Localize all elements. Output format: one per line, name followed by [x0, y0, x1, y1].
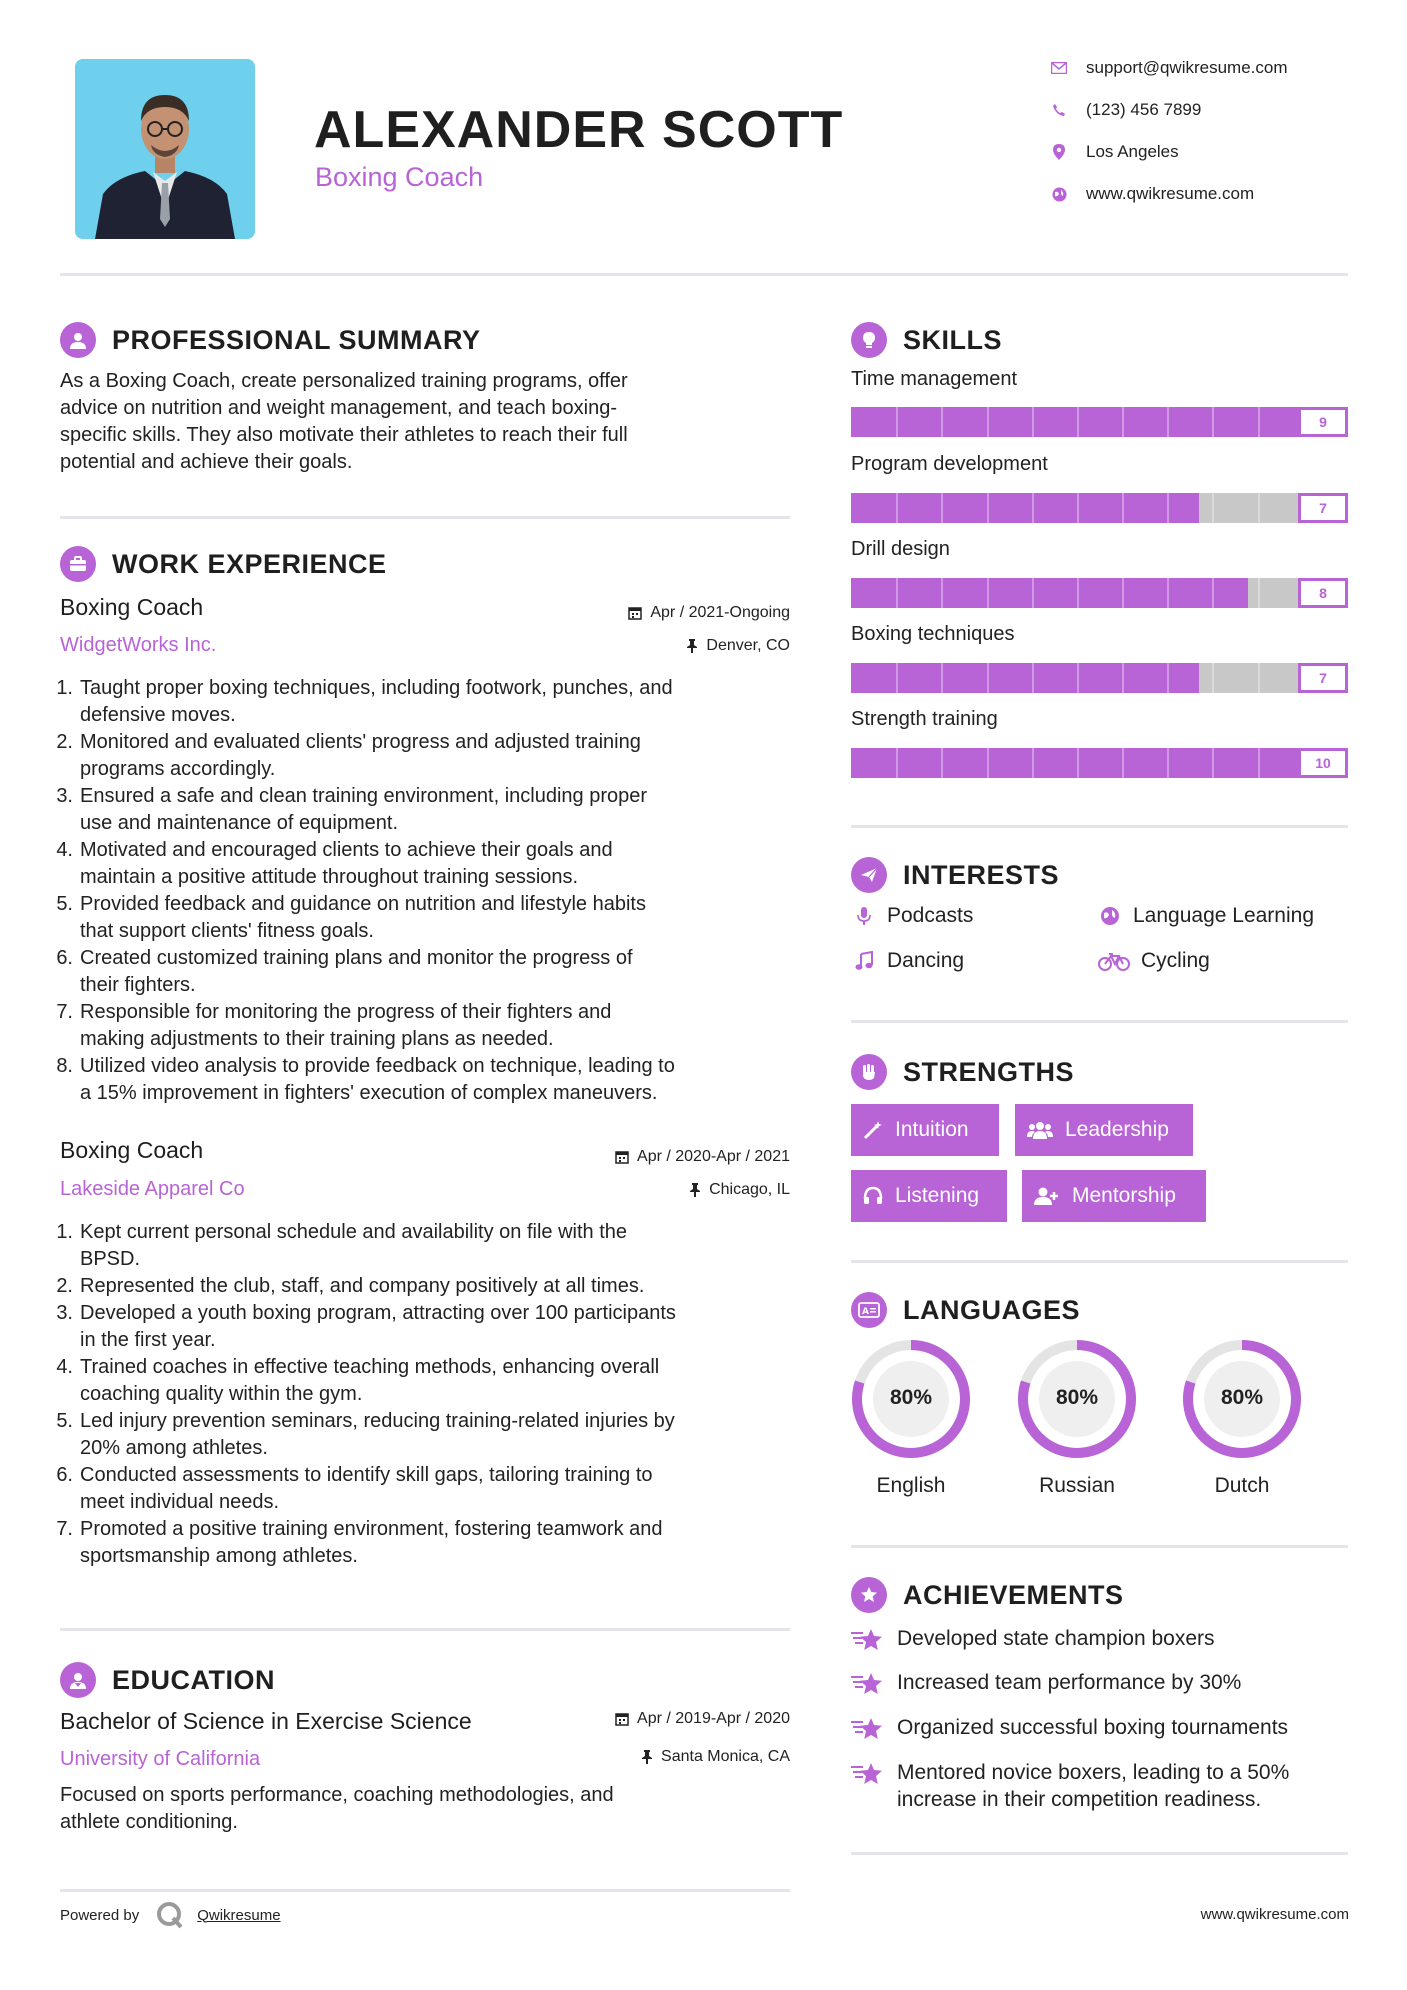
achievements-title: ACHIEVEMENTS: [903, 1579, 1124, 1610]
skill-bar-segment: [1122, 407, 1124, 437]
skill-bar-segment: [896, 663, 898, 693]
item-number: 1.: [56, 1221, 73, 1243]
shooting-star-icon: [851, 1625, 885, 1658]
graduation-icon: [60, 1662, 96, 1698]
skills-title: SKILLS: [903, 324, 1003, 355]
strength-badge: [851, 1104, 999, 1156]
strength-badge: [851, 1170, 1007, 1222]
language-percent: 80%: [1055, 1386, 1099, 1409]
item-number: 2.: [56, 731, 73, 753]
education-dates: [615, 1710, 790, 1728]
item-text: [80, 1462, 653, 1516]
contact-website[interactable]: [1048, 184, 1348, 204]
skill-bar-segment: [1258, 663, 1260, 693]
interest-label: Dancing: [887, 949, 965, 972]
item-line: their fighters.: [80, 974, 196, 996]
footer-website[interactable]: www.qwikresume.com: [1200, 1906, 1349, 1923]
summary-divider: [60, 516, 790, 519]
item-text: [80, 729, 641, 783]
skill-bar-segment: [1212, 748, 1214, 778]
skill-bar: [851, 407, 1348, 437]
item-text: [80, 1219, 627, 1273]
summary-line: potential and achieve their goals.: [60, 451, 353, 473]
job-title: Boxing Coach: [60, 1137, 204, 1163]
item-text: [80, 837, 613, 891]
skill-bar-fill: [851, 578, 1248, 608]
skill-name: Strength training: [851, 708, 998, 730]
achievement-line: Organized successful boxing tournaments: [897, 1716, 1289, 1739]
skill-bar-segment: [1167, 748, 1169, 778]
item-text: [80, 783, 647, 837]
shooting-star-icon: [851, 1669, 885, 1702]
shooting-star-icon: [851, 1759, 885, 1813]
interest-label: Language Learning: [1133, 904, 1315, 927]
skill-bar-segment: [941, 407, 943, 437]
contact-email[interactable]: [1048, 58, 1348, 78]
language-name: Dutch: [1214, 1474, 1270, 1497]
strengths-divider: [851, 1260, 1348, 1263]
responsibility-item: [56, 891, 805, 945]
svg-text:A: A: [862, 1307, 870, 1317]
interest-item: [851, 949, 964, 973]
item-text: [80, 945, 633, 999]
responsibility-item: [56, 1053, 805, 1107]
calendar-icon: [615, 1712, 629, 1726]
music-note-icon: [851, 951, 877, 971]
languages-heading: [851, 1292, 1080, 1328]
item-number: 1.: [56, 677, 73, 699]
achievement-line: Increased team performance by 30%: [897, 1671, 1242, 1694]
pin-icon: [641, 1750, 653, 1764]
responsibility-item: [56, 1408, 805, 1462]
job-location: [686, 637, 790, 655]
item-line: Provided feedback and guidance on nutrition and lifestyle habits: [80, 893, 646, 915]
job-dates: [628, 604, 790, 622]
item-text: [80, 1354, 659, 1408]
skill-bar-segment: [1167, 407, 1169, 437]
education-line: athlete conditioning.: [60, 1811, 238, 1833]
achievement-line: Mentored novice boxers, leading to a 50%: [897, 1761, 1290, 1784]
skill-bar-fill: [851, 663, 1199, 693]
skill-bar: [851, 748, 1348, 778]
item-line: in the first year.: [80, 1329, 216, 1351]
item-line: use and maintenance of equipment.: [80, 812, 398, 834]
item-number: 6.: [56, 947, 73, 969]
user-plus-icon: [1034, 1186, 1060, 1206]
achievement-text: [897, 1714, 1288, 1747]
skill-bar-segment: [987, 407, 989, 437]
job-location-text: Chicago, IL: [709, 1181, 790, 1198]
education-location-text: Santa Monica, CA: [661, 1748, 790, 1765]
skill-bar-segment: [1258, 578, 1260, 608]
skill-bar-segment: [941, 748, 943, 778]
skill-bar-segment: [1032, 748, 1034, 778]
skill-bar-segment: [1032, 578, 1034, 608]
languages-divider: [851, 1545, 1348, 1548]
education-heading: [60, 1662, 275, 1698]
phone-icon: [1048, 103, 1070, 117]
contact-email-text: support@qwikresume.com: [1086, 58, 1288, 77]
achievements-divider: [851, 1852, 1348, 1855]
interests-divider: [851, 1020, 1348, 1023]
item-line: sportsmanship among athletes.: [80, 1545, 358, 1567]
skill-bar-segment: [1032, 663, 1034, 693]
achievement-line: Developed state champion boxers: [897, 1627, 1215, 1650]
candidate-name: ALEXANDER SCOTT: [314, 101, 844, 159]
item-text: [80, 1408, 675, 1462]
interest-item: [1097, 904, 1314, 928]
item-line: Ensured a safe and clean training environment, including proper: [80, 785, 648, 807]
summary-heading: [60, 322, 481, 358]
skill-score: 9: [1298, 407, 1348, 437]
interest-item: [851, 904, 973, 928]
powered-by-text: Powered by: [60, 1906, 140, 1924]
skill-score: 10: [1298, 748, 1348, 778]
skill-bar-segment: [1122, 748, 1124, 778]
qwikresume-link[interactable]: Qwikresume: [197, 1906, 281, 1924]
skill-name: Drill design: [851, 538, 950, 560]
achievements-heading: [851, 1577, 1124, 1613]
item-text: [80, 1273, 644, 1300]
achievement-text: [897, 1759, 1289, 1813]
language-percent: 80%: [1220, 1386, 1264, 1409]
responsibility-item: [56, 837, 805, 891]
item-line: Trained coaches in effective teaching methods, enhancing overall: [80, 1356, 660, 1378]
summary-title: PROFESSIONAL SUMMARY: [112, 324, 481, 355]
education-line: Focused on sports performance, coaching methodologies, and: [60, 1784, 614, 1806]
skill-bar-segment: [987, 578, 989, 608]
summary-line: specific skills. They also motivate their athletes to reach their full: [60, 424, 628, 446]
experience-heading: [60, 546, 387, 582]
education-divider: [60, 1889, 790, 1892]
item-number: 5.: [56, 893, 73, 915]
strength-label: Listening: [895, 1184, 980, 1207]
lightbulb-icon: [851, 322, 887, 358]
strengths-heading: [851, 1054, 1074, 1090]
achievement-item: [851, 1759, 1289, 1813]
briefcase-icon: [60, 546, 96, 582]
item-line: 20% among athletes.: [80, 1437, 268, 1459]
achievement-line: increase in their competition readiness.: [897, 1788, 1262, 1811]
skill-bar-segment: [1077, 663, 1079, 693]
education-description: [60, 1782, 800, 1836]
item-line: Conducted assessments to identify skill gaps, tailoring training to: [80, 1464, 653, 1486]
envelope-icon: [1048, 62, 1070, 74]
item-line: meet individual needs.: [80, 1491, 280, 1513]
contact-phone[interactable]: [1048, 100, 1348, 120]
item-text: [80, 999, 611, 1053]
responsibility-item: [56, 783, 805, 837]
award-star-icon: [851, 1577, 887, 1613]
item-number: 3.: [56, 785, 73, 807]
item-line: programs accordingly.: [80, 758, 276, 780]
item-line: that support clients' fitness goals.: [80, 920, 374, 942]
experience-title: WORK EXPERIENCE: [112, 548, 387, 579]
skill-name: Boxing techniques: [851, 623, 1015, 645]
item-line: Kept current personal schedule and availability on file with the: [80, 1221, 627, 1243]
skills-divider: [851, 825, 1348, 828]
skill-bar-segment: [1167, 663, 1169, 693]
contact-website-text: www.qwikresume.com: [1086, 184, 1255, 203]
skill-bar-segment: [896, 578, 898, 608]
summary-text: [60, 368, 800, 476]
skill-bar-segment: [896, 748, 898, 778]
strength-label: Leadership: [1065, 1118, 1169, 1141]
degree-title: Bachelor of Science in Exercise Science: [60, 1708, 472, 1734]
item-line: BPSD.: [80, 1248, 141, 1270]
contact-phone-text: (123) 456 7899: [1086, 100, 1202, 119]
skill-bar-fill: [851, 407, 1298, 437]
skill-bar-segment: [1032, 493, 1034, 523]
achievement-text: [897, 1625, 1215, 1658]
skills-heading: [851, 322, 1002, 358]
item-line: Taught proper boxing techniques, including footwork, punches, and: [80, 677, 673, 699]
job-location-text: Denver, CO: [706, 637, 790, 654]
strengths-title: STRENGTHS: [903, 1056, 1075, 1087]
job-location: [689, 1181, 790, 1199]
skill-bar-segment: [1212, 407, 1214, 437]
skill-bar-fill: [851, 748, 1348, 778]
skill-bar-segment: [1122, 493, 1124, 523]
responsibility-item: [56, 1219, 805, 1273]
item-text: [80, 1516, 663, 1570]
skill-bar-segment: [1077, 578, 1079, 608]
job-responsibilities: [56, 1219, 805, 1570]
strength-badge: [1015, 1104, 1193, 1156]
item-number: 8.: [56, 1055, 73, 1077]
item-line: a 15% improvement in fighters' execution of complex maneuvers.: [80, 1082, 658, 1104]
language-icon: [851, 1292, 887, 1328]
achievement-item: [851, 1669, 1241, 1702]
pin-icon: [686, 639, 698, 653]
education-title: EDUCATION: [112, 1664, 275, 1695]
skill-bar-segment: [896, 407, 898, 437]
job-dates-text: Apr / 2020-Apr / 2021: [637, 1148, 790, 1165]
candidate-role: Boxing Coach: [315, 162, 484, 192]
item-text: [80, 1053, 675, 1107]
item-line: Led injury prevention seminars, reducing training-related injuries by: [80, 1410, 675, 1432]
responsibility-item: [56, 675, 805, 729]
item-line: Promoted a positive training environment, fostering teamwork and: [80, 1518, 663, 1540]
item-line: Created customized training plans and monitor the progress of: [80, 947, 633, 969]
item-text: [80, 675, 673, 729]
item-number: 2.: [56, 1275, 73, 1297]
language-name: Russian: [1039, 1474, 1115, 1497]
skill-score: 7: [1298, 493, 1348, 523]
skill-bar-segment: [1122, 663, 1124, 693]
education-dates-text: Apr / 2019-Apr / 2020: [637, 1710, 790, 1727]
skill-bar-segment: [1167, 578, 1169, 608]
interest-item: [1097, 949, 1210, 973]
responsibility-item: [56, 1273, 805, 1300]
skill-bar-segment: [1258, 407, 1260, 437]
skill-bar-segment: [941, 578, 943, 608]
responsibility-item: [56, 945, 805, 999]
skill-bar-segment: [1212, 493, 1214, 523]
skill-bar-segment: [896, 493, 898, 523]
interests-title: INTERESTS: [903, 859, 1060, 890]
microphone-icon: [851, 906, 877, 926]
responsibility-item: [56, 1354, 805, 1408]
strength-badge: [1022, 1170, 1206, 1222]
skill-bar-segment: [1212, 663, 1214, 693]
responsibility-item: [56, 1300, 805, 1354]
responsibility-item: [56, 1462, 805, 1516]
header-divider: [60, 273, 1348, 276]
skill-bar-segment: [1077, 748, 1079, 778]
item-number: 3.: [56, 1302, 73, 1324]
experience-divider: [60, 1628, 790, 1631]
interests-heading: [851, 857, 1059, 893]
summary-line: As a Boxing Coach, create personalized training programs, offer: [60, 370, 628, 392]
profile-photo: [75, 59, 255, 239]
skill-name: Time management: [851, 368, 1017, 390]
job-dates: [615, 1148, 790, 1166]
achievement-item: [851, 1714, 1288, 1747]
calendar-icon: [615, 1150, 629, 1164]
item-line: Motivated and encouraged clients to achieve their goals and: [80, 839, 613, 861]
globe-icon: [1048, 187, 1070, 202]
shooting-star-icon: [851, 1714, 885, 1747]
responsibility-item: [56, 729, 805, 783]
skill-bar-segment: [987, 663, 989, 693]
pin-icon: [689, 1183, 701, 1197]
interest-label: Podcasts: [887, 904, 974, 927]
item-number: 4.: [56, 839, 73, 861]
skill-bar-segment: [1032, 407, 1034, 437]
skill-bar: [851, 578, 1348, 608]
achievement-item: [851, 1625, 1215, 1658]
language-name: English: [876, 1474, 946, 1497]
job-company: WidgetWorks Inc.: [60, 634, 217, 656]
responsibility-item: [56, 999, 805, 1053]
languages-title: LANGUAGES: [903, 1294, 1081, 1325]
job-responsibilities: [56, 675, 805, 1107]
strength-label: Intuition: [895, 1118, 969, 1141]
item-number: 6.: [56, 1464, 73, 1486]
skill-bar-segment: [987, 493, 989, 523]
skill-bar-segment: [1167, 493, 1169, 523]
item-line: Monitored and evaluated clients' progress and adjusted training: [80, 731, 641, 753]
item-line: Utilized video analysis to provide feedback on technique, leading to: [80, 1055, 675, 1077]
fist-icon: [851, 1054, 887, 1090]
item-line: Represented the club, staff, and company positively at all times.: [80, 1275, 645, 1297]
item-line: coaching quality within the gym.: [80, 1383, 363, 1405]
skill-bar-segment: [1258, 748, 1260, 778]
job-company: Lakeside Apparel Co: [60, 1178, 245, 1200]
item-line: Developed a youth boxing program, attracting over 100 participants: [80, 1302, 676, 1324]
contact-location: [1048, 142, 1348, 162]
users-icon: [1027, 1120, 1053, 1140]
skill-bar-fill: [851, 493, 1199, 523]
skill-bar-segment: [1077, 493, 1079, 523]
skill-bar-segment: [1122, 578, 1124, 608]
skill-bar-segment: [1077, 407, 1079, 437]
item-line: Responsible for monitoring the progress of their fighters and: [80, 1001, 612, 1023]
skill-bar: [851, 663, 1348, 693]
headphones-icon: [863, 1186, 883, 1206]
achievement-text: [897, 1669, 1241, 1702]
contact-location-text: Los Angeles: [1086, 142, 1179, 161]
skill-bar-segment: [987, 748, 989, 778]
language-percent: 80%: [889, 1386, 933, 1409]
education-location: [641, 1748, 790, 1766]
skill-bar-segment: [1212, 578, 1214, 608]
bicycle-icon: [1097, 951, 1131, 971]
item-line: defensive moves.: [80, 704, 236, 726]
paper-plane-icon: [851, 857, 887, 893]
item-number: 5.: [56, 1410, 73, 1432]
skill-bar: [851, 493, 1348, 523]
item-line: maintain a positive attitude throughout training sessions.: [80, 866, 579, 888]
skill-name: Program development: [851, 453, 1048, 475]
user-icon: [60, 322, 96, 358]
item-number: 7.: [56, 1518, 73, 1540]
qwikresume-logo-icon: [155, 1900, 185, 1930]
job-dates-text: Apr / 2021-Ongoing: [650, 604, 790, 621]
skill-score: 8: [1298, 578, 1348, 608]
item-number: 4.: [56, 1356, 73, 1378]
footer-powered: [60, 1900, 281, 1930]
strength-label: Mentorship: [1072, 1184, 1176, 1207]
skill-bar-segment: [1258, 493, 1260, 523]
item-number: 7.: [56, 1001, 73, 1023]
summary-line: advice on nutrition and weight management, and teach boxing-: [60, 397, 618, 419]
map-pin-icon: [1048, 144, 1070, 160]
item-line: making adjustments to their training plans as needed.: [80, 1028, 554, 1050]
magic-wand-icon: [863, 1120, 883, 1140]
school-name: University of California: [60, 1748, 261, 1770]
skill-bar-segment: [941, 663, 943, 693]
item-text: [80, 891, 646, 945]
skill-score: 7: [1298, 663, 1348, 693]
interest-label: Cycling: [1141, 949, 1210, 972]
item-text: [80, 1300, 676, 1354]
skill-bar-segment: [941, 493, 943, 523]
responsibility-item: [56, 1516, 805, 1570]
job-title: Boxing Coach: [60, 594, 204, 620]
globe-icon: [1097, 906, 1123, 926]
calendar-icon: [628, 606, 642, 620]
